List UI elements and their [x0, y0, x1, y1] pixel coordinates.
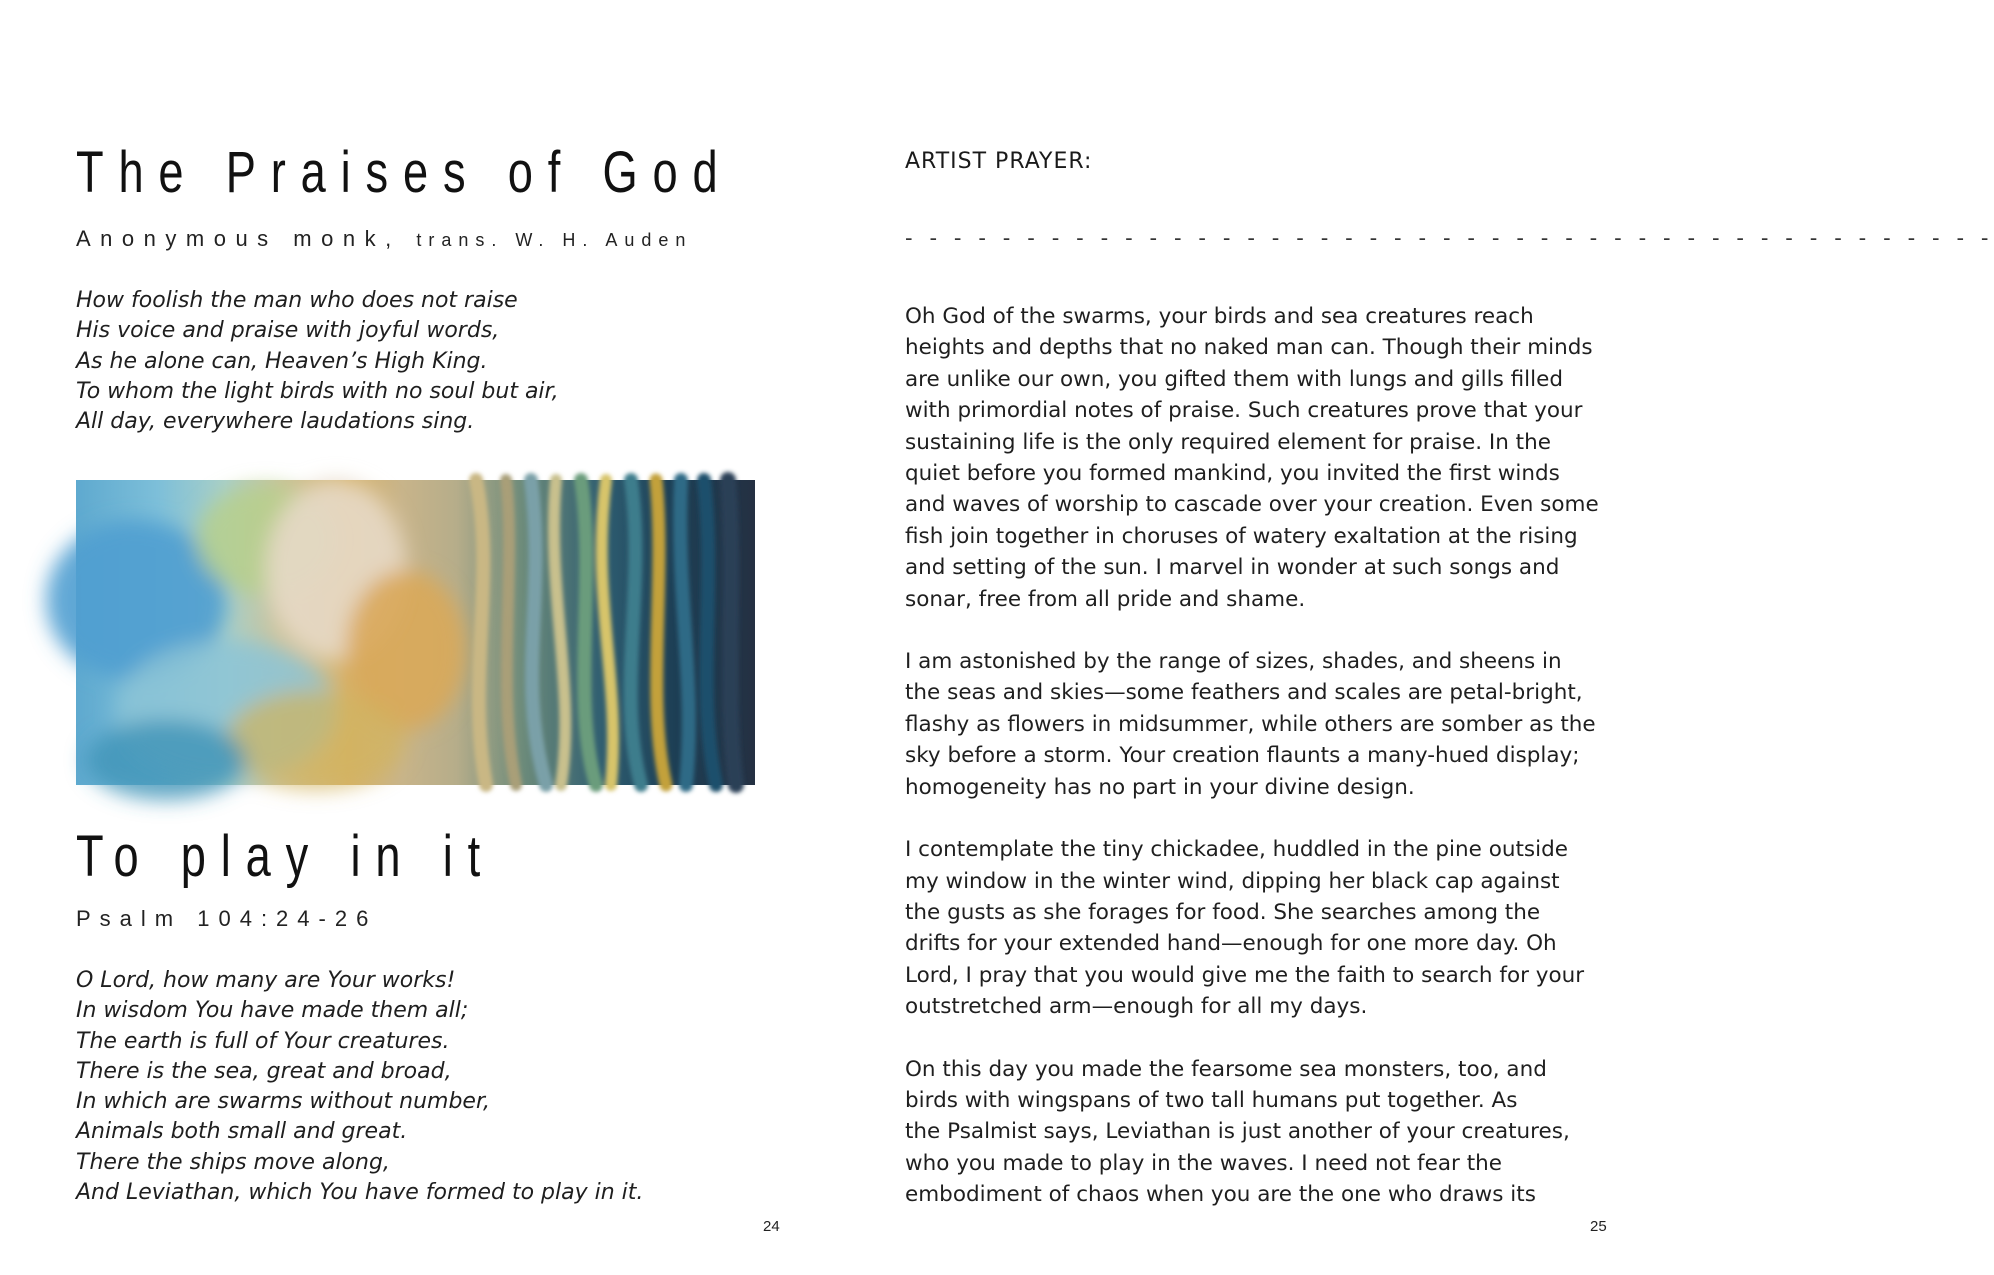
poem-line: In which are swarms without number,	[76, 1089, 490, 1115]
prayer-paragraph	[905, 301, 1605, 615]
prayer-paragraph	[905, 646, 1605, 803]
paragraph-line: sky before a storm. Your creation flaunts a many-hued display;	[905, 743, 1580, 769]
paragraph-line: my window in the winter wind, dipping her black cap against	[905, 868, 1560, 894]
paragraph-line: flashy as flowers in midsummer, while others are somber as the	[905, 711, 1596, 737]
artwork-photo	[76, 480, 755, 785]
section-attribution	[76, 226, 692, 252]
poem-line: His voice and praise with joyful words,	[76, 318, 500, 344]
attribution-translator: trans. W. H. Auden	[416, 230, 693, 250]
paragraph-line: I am astonished by the range of sizes, shades, and sheens in	[905, 649, 1562, 675]
prayer-heading: ARTIST PRAYER:	[905, 149, 1093, 174]
prayer-paragraph	[905, 834, 1605, 1022]
poem-text	[76, 286, 776, 437]
paragraph-line: Lord, I pray that you would give me the faith to search for your	[905, 962, 1585, 988]
poem-line: The earth is full of Your creatures.	[76, 1028, 450, 1054]
poem-line: How foolish the man who does not raise	[76, 288, 518, 313]
section-title: To play in it	[76, 824, 495, 889]
section-title: The Praises of God	[76, 140, 733, 205]
paragraph-line: On this day you made the fearsome sea monsters, too, and	[905, 1056, 1547, 1082]
paragraph-line: with primordial notes of praise. Such creatures prove that your	[905, 398, 1583, 424]
paragraph-line: and setting of the sun. I marvel in wonder at such songs and	[905, 555, 1560, 581]
prayer-paragraph	[905, 1054, 1605, 1211]
paragraph-line: sustaining life is the only required element for praise. In the	[905, 429, 1551, 455]
left-page	[0, 0, 825, 1275]
poem-line: As he alone can, Heaven’s High King.	[76, 348, 488, 374]
poem-line: O Lord, how many are Your works!	[76, 968, 456, 993]
paragraph-line: drifts for your extended hand—enough for one more day. Oh	[905, 931, 1557, 957]
paragraph-line: embodiment of chaos when you are the one who draws its	[905, 1182, 1536, 1208]
right-page	[825, 0, 1994, 1275]
paragraph-line: who you made to play in the waves. I need not fear the	[905, 1150, 1502, 1176]
poem-line: There is the sea, great and broad,	[76, 1058, 452, 1084]
poem-line: In wisdom You have made them all;	[76, 998, 469, 1024]
poem-line: Animals both small and great.	[76, 1119, 408, 1145]
paragraph-line: birds with wingspans of two tall humans put together. As	[905, 1087, 1518, 1113]
poem-line: There the ships move along,	[76, 1149, 390, 1175]
attribution-author: Anonymous monk,	[76, 226, 401, 251]
prayer-body	[905, 301, 1605, 1242]
paragraph-line: fish join together in choruses of watery exaltation at the rising	[905, 523, 1578, 549]
paragraph-line: the seas and skies—some feathers and scales are petal-bright,	[905, 680, 1583, 706]
paragraph-line: sonar, free from all pride and shame.	[905, 586, 1306, 612]
paragraph-line: quiet before you formed mankind, you invited the first winds	[905, 461, 1560, 487]
paragraph-line: the gusts as she forages for food. She searches among the	[905, 899, 1541, 925]
paragraph-line: heights and depths that no naked man can. Though their minds	[905, 335, 1593, 361]
paragraph-line: Oh God of the swarms, your birds and sea creatures reach	[905, 304, 1534, 329]
paragraph-line: homogeneity has no part in your divine design.	[905, 774, 1415, 800]
page-number: 25	[1590, 1218, 1607, 1235]
page-number: 24	[763, 1218, 780, 1235]
paragraph-line: the Psalmist says, Leviathan is just another of your creatures,	[905, 1119, 1570, 1145]
paragraph-line: are unlike our own, you gifted them with lungs and gills filled	[905, 366, 1563, 392]
paragraph-line: I contemplate the tiny chickadee, huddled in the pine outside	[905, 837, 1568, 863]
poem-text	[76, 966, 776, 1208]
poem-line: And Leviathan, which You have formed to play in it.	[76, 1180, 644, 1206]
paragraph-line: and waves of worship to cascade over your creation. Even some	[905, 492, 1599, 518]
dashed-divider: - - - - - - - - - - - - - - - - - - - - - - - - - - - - - - - - - - - - - - - - - - - - -	[905, 226, 1994, 250]
section-reference: Psalm 104:24-26	[76, 906, 378, 931]
paragraph-line: outstretched arm—enough for all my days.	[905, 994, 1368, 1020]
poem-line: To whom the light birds with no soul but air,	[76, 378, 559, 404]
poem-line: All day, everywhere laudations sing.	[76, 409, 475, 435]
